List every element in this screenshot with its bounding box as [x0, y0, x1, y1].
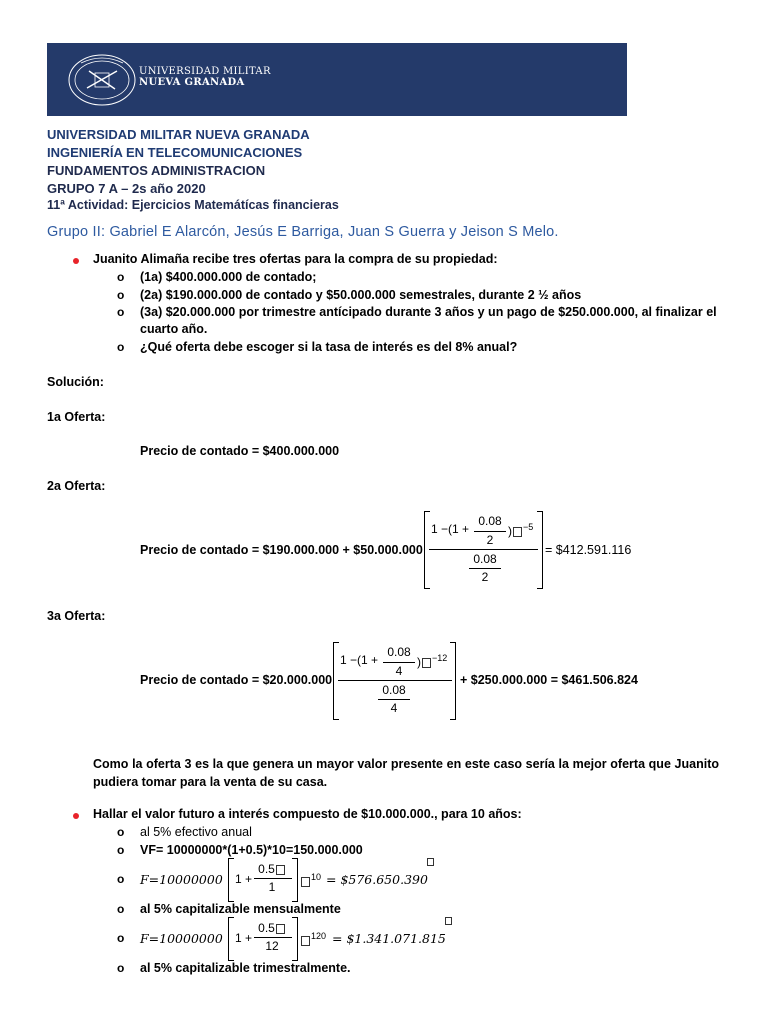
- f1-exponent: 10: [311, 872, 322, 882]
- item-monthly: al 5% capitalizable mensualmente: [140, 902, 341, 916]
- offer2-exponent: −5: [523, 522, 534, 532]
- placeholder-box-icon: [513, 527, 522, 537]
- question: ¿Qué oferta debe escoger si la tasa de interés es del 8% anual?: [140, 340, 518, 354]
- offer3-num-text: 1 −(1 +: [340, 653, 379, 667]
- list-marker-icon: o: [117, 931, 125, 945]
- placeholder-box-icon: [445, 917, 452, 925]
- fraction-bar: [429, 549, 538, 550]
- offer2-div: 2: [486, 533, 494, 547]
- placeholder-box-icon: [276, 865, 285, 875]
- f1-den: 1: [268, 880, 276, 894]
- list-marker-icon: o: [117, 872, 125, 886]
- list-marker-icon: o: [117, 270, 125, 284]
- option-2: (2a) $190.000.000 de contado y $50.000.000 semestrales, durante 2 ½ años: [140, 288, 582, 302]
- f2-den: 12: [265, 939, 279, 953]
- fraction-bar: [469, 568, 501, 569]
- f1-exp: [300, 872, 321, 888]
- offer3-rate: 0.08: [387, 645, 411, 659]
- f1-result: = $576.650.390: [326, 872, 428, 887]
- offer2-numerator: [431, 522, 469, 536]
- item-annual: al 5% efectivo anual: [140, 825, 252, 839]
- university-title: UNIVERSIDAD MILITAR NUEVA GRANADA: [47, 127, 310, 142]
- wordmark-line-2: NUEVA GRANADA: [139, 77, 245, 88]
- fraction-bar: [383, 662, 415, 663]
- f2-exponent: 120: [311, 931, 327, 941]
- group-members: Grupo II: Gabriel E Alarcón, Jesús E Barriga, Juan S Guerra y Jeison S Melo.: [47, 224, 559, 240]
- conclusion: Como la oferta 3 es la que genera un mayor valor presente en este caso sería la mejor oferta que Juanito pudiera tomar para la venta de su casa.: [93, 757, 719, 789]
- f1-plus: 1 +: [235, 872, 253, 886]
- right-bracket: [537, 511, 543, 589]
- group-title: GRUPO 7 A – 2s año 2020: [47, 181, 206, 196]
- offer2-label: 2a Oferta:: [47, 479, 106, 493]
- option-3-cont: cuarto año.: [140, 322, 208, 336]
- placeholder-box-icon: [301, 936, 310, 946]
- course-title: FUNDAMENTOS ADMINISTRACION: [47, 163, 266, 178]
- offer3-label: 3a Oferta:: [47, 609, 106, 623]
- fraction-bar: [338, 680, 452, 681]
- option-1: (1a) $400.000.000 de contado;: [140, 270, 317, 284]
- wordmark-line-1: UNIVERSIDAD MILITAR: [139, 66, 271, 77]
- offer3-close: ) $^{-12}$: [417, 653, 448, 669]
- left-bracket: [424, 511, 430, 589]
- left-bracket: [333, 642, 339, 720]
- activity-title: 11ª Actividad: Ejercicios Matemátícas financieras: [47, 198, 339, 212]
- f2-num: [252, 921, 292, 935]
- list-marker-icon: o: [117, 340, 125, 354]
- offer3-den-rate: 0.08: [382, 683, 406, 697]
- offer3-result: + $250.000.000 = $461.506.824: [460, 673, 638, 687]
- list-marker-icon: o: [117, 305, 125, 319]
- offer1-label: 1a Oferta:: [47, 410, 106, 424]
- university-wordmark: [139, 66, 271, 88]
- problem2-statement: Hallar el valor futuro a interés compuesto de $10.000.000., para 10 años:: [93, 807, 522, 821]
- fraction-bar: [254, 937, 292, 938]
- fraction-bar: [254, 878, 292, 879]
- offer3-exponent: −12: [432, 653, 448, 663]
- offer2-rate: 0.08: [478, 514, 502, 528]
- bullet-icon: [73, 813, 79, 819]
- f2-lhs: F=10000000: [140, 931, 223, 946]
- left-bracket: [228, 917, 234, 961]
- f2-num-text: 0.5: [258, 921, 275, 935]
- offer2-den-rate: 0.08: [473, 552, 497, 566]
- offer2-num-text: 1 −(1 +: [431, 522, 470, 536]
- placeholder-box-icon: [301, 877, 310, 887]
- f2-plus: 1 +: [235, 931, 253, 945]
- right-bracket: [450, 642, 456, 720]
- item-quarterly: al 5% capitalizable trimestralmente.: [140, 961, 351, 975]
- list-marker-icon: o: [117, 288, 125, 302]
- offer3-numerator: [340, 653, 378, 667]
- item-vf: VF= 10000000*(1+0.5)*10=150.000.000: [140, 843, 363, 857]
- problem1-statement: Juanito Alimaña recibe tres ofertas para la compra de su propiedad:: [93, 252, 498, 266]
- option-3: (3a) $20.000.000 por trimestre antícipado durante 3 años y un pago de $250.000.000, al finalizar el: [140, 305, 717, 319]
- right-bracket: [292, 858, 298, 902]
- offer2-lhs: Precio de contado = $190.000.000 + $50.000.000: [140, 543, 423, 557]
- f2-result: = $1.341.071.815: [332, 931, 446, 946]
- f1-lhs: F=10000000: [140, 872, 223, 887]
- offer2-close: ) $^{-5}$: [508, 522, 534, 538]
- list-marker-icon: o: [117, 825, 125, 839]
- offer3-den-div: 4: [390, 701, 398, 715]
- fraction-bar: [474, 531, 506, 532]
- list-marker-icon: o: [117, 961, 125, 975]
- offer2-result: = $412.591.116: [545, 543, 632, 557]
- f1-num: [252, 862, 292, 876]
- university-banner: [47, 43, 627, 116]
- offer3-lhs: Precio de contado = $20.000.000: [140, 673, 333, 687]
- placeholder-box-icon: [427, 858, 434, 866]
- fraction-bar: [378, 699, 410, 700]
- offer3-div: 4: [395, 664, 403, 678]
- list-marker-icon: o: [117, 843, 125, 857]
- right-bracket: [292, 917, 298, 961]
- program-title: INGENIERÍA EN TELECOMUNICACIONES: [47, 145, 303, 160]
- placeholder-box-icon: [422, 658, 431, 668]
- placeholder-box-icon: [276, 924, 285, 934]
- f1-num-text: 0.5: [258, 862, 275, 876]
- bullet-icon: [73, 258, 79, 264]
- university-seal-icon: [67, 53, 137, 108]
- solution-label: Solución:: [47, 375, 104, 389]
- offer2-den-div: 2: [481, 570, 489, 584]
- offer1-text: Precio de contado = $400.000.000: [140, 444, 340, 458]
- f2-exp: [300, 931, 326, 947]
- left-bracket: [228, 858, 234, 902]
- list-marker-icon: o: [117, 902, 125, 916]
